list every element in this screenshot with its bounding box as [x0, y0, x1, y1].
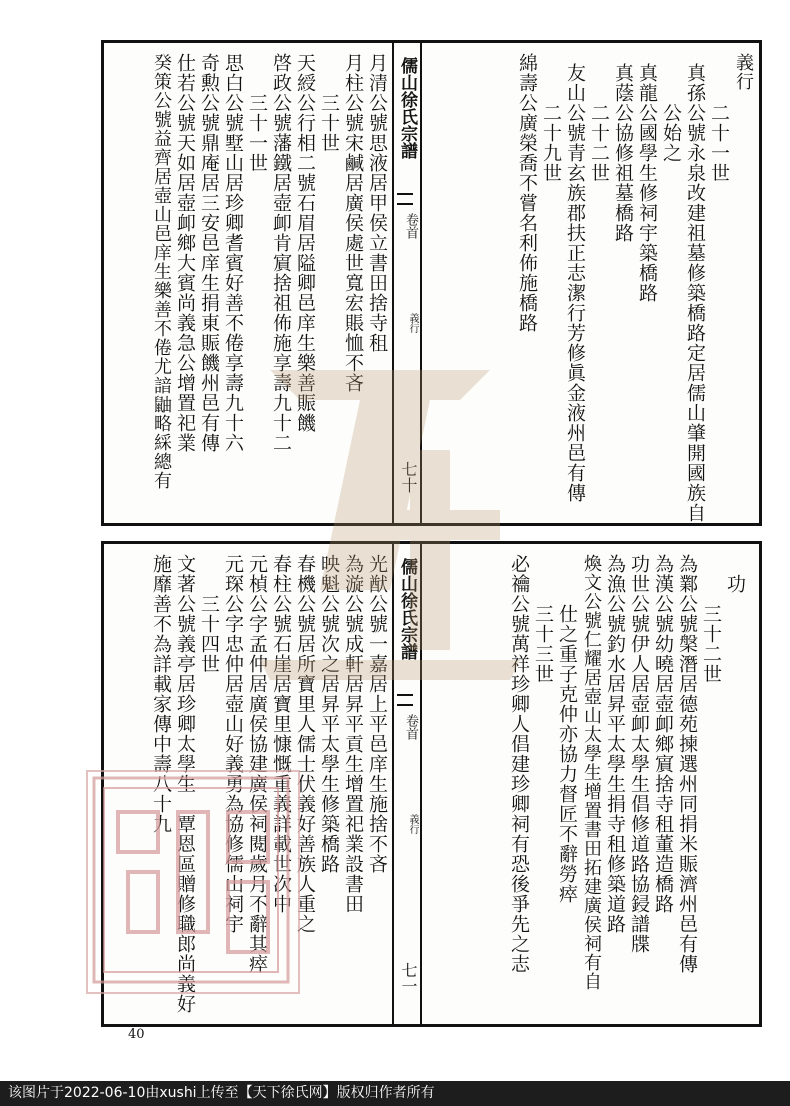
spine-title: 儒山徐氏宗譜 [397, 558, 417, 660]
text-column: 友山公號青玄族郡扶正志潔行芳修眞金液州邑有傳 [564, 63, 586, 503]
text-column: 煥文公號仁耀居壺山太學生增置書田拓建廣侯祠有自 [581, 554, 602, 991]
fish-tail-icon [397, 193, 413, 205]
text-column: 文著公號義亭居珍卿太學生 覃恩區贈修職郎尚義好 [174, 554, 196, 1014]
generation-label: 三十四世 [198, 594, 220, 674]
text-column: 春機公號居所寶里人儒士伏義好善族人重之 [294, 554, 316, 934]
section-heading: 功 [724, 574, 746, 594]
spine-category: 義行 [407, 814, 418, 834]
text-column: 仕若公號天如居壺卹鄉大賓尚義急公增置祀業 [174, 53, 196, 453]
spine-volume: 卷首 [403, 714, 418, 740]
page-number: 40 [128, 1027, 145, 1042]
text-column: 為漩公號成軒居昇平貢生增置祀業設書田 [342, 554, 364, 914]
spine-volume: 卷首 [403, 213, 418, 239]
spine-page-number: 七十 [399, 461, 418, 493]
text-column: 仕之重子克仲亦協力督匠不辭勞瘁 [556, 604, 578, 904]
generation-label: 二十九世 [540, 103, 562, 183]
text-column: 元楨公字孟仲居廣侯協建廣侯祠閱歲月不辭其瘁 [246, 554, 268, 974]
generation-label: 三十二世 [700, 604, 722, 684]
text-column: 真孫公號永泉改建祖墓修築橋路定居儒山肇開國族自 [684, 63, 706, 523]
text-column: 春柱公號石崖居寶里慷慨重義詳載世次中 [270, 554, 292, 914]
spine-page-number: 七一 [399, 962, 418, 994]
footer-watermark-text: 该图片于2022-06-10由xushi上传至【天下徐氏网】版权归作者所有 [0, 1081, 790, 1106]
text-column: 功世公號伊人居壺卹太學生倡修道路協鋟譜牒 [628, 554, 650, 954]
text-column: 天綬公行相二號石眉居隘卿邑庠生樂善賑饑 [294, 53, 316, 433]
text-column: 真龍公國學生修祠宇築橋路 [636, 63, 658, 303]
text-column: 月清公號思液居甲侯立書田捨寺租 [366, 53, 388, 353]
text-column: 映魁公號次之居昇平太學生修築橋路 [318, 554, 340, 874]
text-column: 真蔭公協修祖墓橋路 [612, 63, 634, 243]
text-column: 光猷公號一嘉居上平邑庠生施捨不吝 [366, 554, 388, 874]
text-column: 啓政公號藩鐵居壺卹肯賔捨祖佈施享壽九十二 [270, 53, 292, 453]
text-column: 癸策公號益齊居壺山邑庠生樂善不倦尤諳鼬略綵總有 [151, 53, 172, 490]
generation-label: 三十一世 [246, 93, 268, 173]
spine [392, 43, 422, 523]
fish-tail-icon [397, 694, 413, 706]
generation-label: 二十一世 [708, 103, 730, 183]
text-column: 思白公號墅山居珍卿耆賓好善不倦享壽九十六 [222, 53, 244, 453]
spine-category: 義行 [407, 313, 418, 333]
top-page [101, 40, 762, 526]
text-column: 奇勲公號鼎庵居三安邑庠生捐東賑饑州邑有傳 [198, 53, 220, 453]
section-heading: 義行 [733, 53, 754, 91]
text-column: 公始之 [660, 103, 682, 163]
text-column: 必禴公號萬祥珍卿人倡建珍卿祠有恐後爭先之志 [508, 554, 530, 974]
spine [392, 544, 422, 1024]
text-column: 元琛公字忠仲居壺山好義勇為協修儒山祠宇 [222, 554, 244, 934]
spine-title: 儒山徐氏宗譜 [397, 57, 417, 159]
text-column: 為鄴公號槃潛居德苑揀選州同捐米賑濟州邑有傳 [676, 554, 698, 974]
text-column: 為漢公號幼曉居壺卹鄉賔捨寺租董造橋路 [652, 554, 674, 914]
generation-label: 三十三世 [532, 604, 554, 684]
text-column: 月柱公號宋鹹居廣侯處世寬宏賬恤不吝 [342, 53, 364, 393]
seal-stamp [86, 770, 300, 994]
generation-label: 三十世 [318, 93, 340, 153]
text-column: 施靡善不為詳載家傳中壽八十九 [150, 554, 172, 834]
text-column: 為漁公號釣水居昇平太學生捐寺租修築道路 [604, 554, 626, 934]
text-column: 綿壽公廣榮喬不嘗名利佈施橋路 [516, 53, 538, 333]
generation-label: 二十二世 [588, 103, 610, 183]
